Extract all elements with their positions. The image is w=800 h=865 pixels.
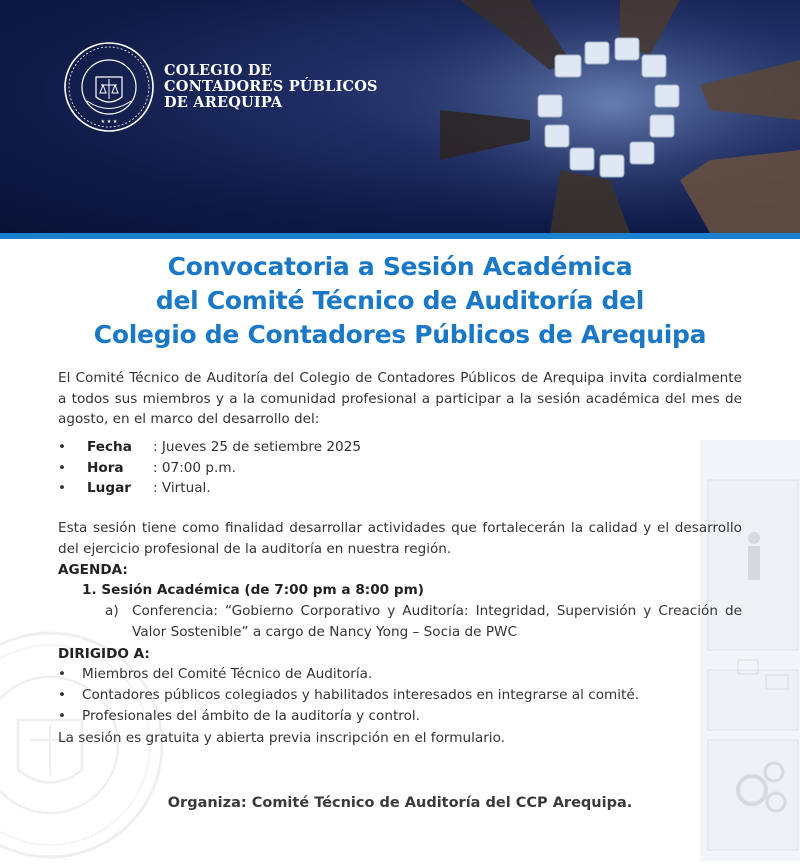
puzzle-hands-image	[380, 0, 800, 233]
title-line1: Convocatoria a Sesión Académica	[167, 252, 633, 281]
agenda-session: 1. Sesión Académica (de 7:00 pm a 8:00 pm)	[82, 582, 424, 598]
detail-row-place	[58, 478, 558, 499]
purpose-paragraph: Esta sesión tiene como finalidad desarrollar actividades que fortalecerán la calidad y el desarrollo del ejercicio profesional de la auditoría en nuestra región.	[58, 520, 742, 557]
org-name	[164, 63, 378, 111]
detail-row-time	[58, 458, 558, 479]
detail-label: Fecha	[87, 439, 132, 455]
agenda-heading: AGENDA:	[58, 562, 128, 578]
detail-value: : 07:00 p.m.	[153, 459, 236, 476]
closing-note: La sesión es gratuita y abierta previa inscripción en el formulario.	[58, 730, 505, 746]
bullet-icon: •	[58, 439, 67, 455]
org-name-line3: DE AREQUIPA	[164, 94, 283, 111]
event-details	[58, 437, 558, 499]
header-banner	[0, 0, 800, 233]
banner-stripe	[0, 233, 800, 239]
detail-value: : Virtual.	[153, 480, 211, 496]
intro-paragraph: El Comité Técnico de Auditoría del Colegio de Contadores Públicos de Arequipa invita cordialmente a todos sus miembros y a la comunidad profesional a participar a la sesión académica del mes de agosto, en el marco del desarrollo del:	[58, 370, 742, 427]
ccpa-seal-logo	[63, 41, 155, 133]
audience-heading: DIRIGIDO A:	[58, 646, 150, 662]
detail-label: Hora	[87, 459, 124, 476]
page-title	[0, 250, 800, 352]
agenda-item-text: Conferencia: “Gobierno Corporativo y Auditoría: Integridad, Supervisión y Creación de Valor Sostenible” a cargo de Nancy Yong – Socia de PWC	[132, 603, 742, 640]
org-name-line2: CONTADORES PÚBLICOS	[164, 78, 378, 95]
list-item-text: Contadores públicos colegiados y habilitados interesados en integrarse al comité.	[82, 687, 640, 703]
detail-row-date	[58, 437, 558, 458]
title-line2: del Comité Técnico de Auditoría del	[155, 286, 645, 315]
organizer-line: Organiza: Comité Técnico de Auditoría del CCP Arequipa.	[167, 795, 633, 811]
bullet-icon: •	[58, 666, 67, 682]
list-item	[58, 685, 748, 706]
detail-label: Lugar	[87, 480, 131, 496]
bullet-icon: •	[58, 459, 67, 476]
org-name-line1: COLEGIO DE	[164, 62, 272, 79]
title-line3: Colegio de Contadores Públicos de Arequipa	[93, 320, 707, 349]
list-item-text: Profesionales del ámbito de la auditoría y control.	[82, 708, 420, 724]
list-item	[58, 706, 748, 727]
bullet-icon: •	[58, 708, 67, 724]
list-item-text: Miembros del Comité Técnico de Auditoría.	[82, 666, 373, 682]
agenda-item	[105, 601, 742, 642]
detail-value: : Jueves 25 de setiembre 2025	[153, 439, 361, 455]
list-item	[58, 664, 748, 685]
bullet-icon: •	[58, 480, 67, 496]
audience-list	[58, 664, 748, 727]
bullet-icon: •	[58, 687, 67, 703]
svg-text:★ ★ ★: ★ ★ ★	[100, 119, 118, 125]
agenda-item-marker: a)	[105, 603, 119, 619]
